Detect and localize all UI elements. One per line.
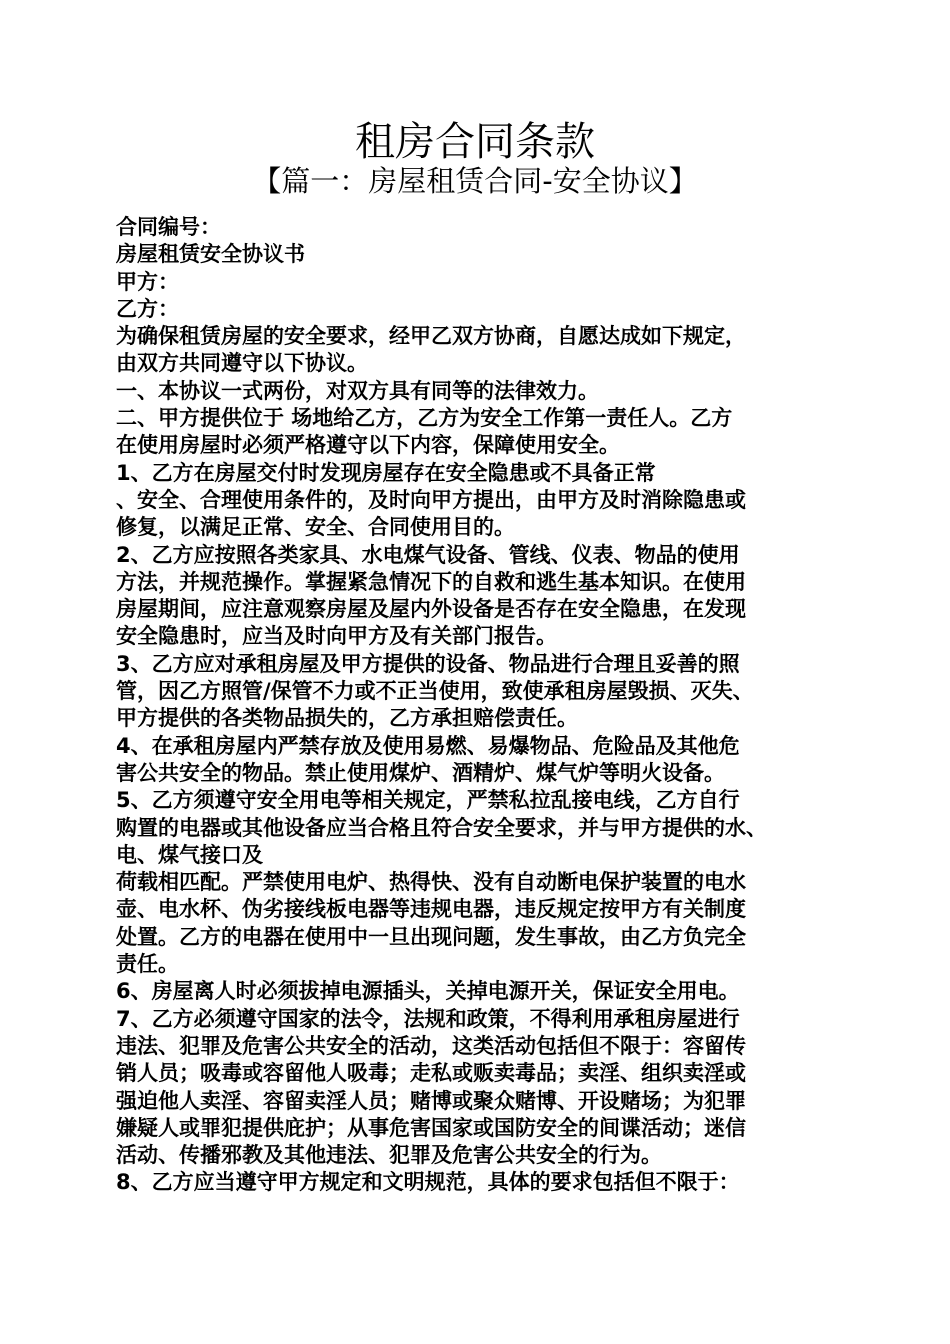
body-line: 房屋租赁安全协议书 (116, 242, 305, 267)
body-line: 7、乙方必须遵守国家的法令，法规和政策，不得利用承租房屋进行 (116, 1006, 740, 1031)
body-line: 责任。 (116, 952, 179, 977)
document-subtitle: 【篇一：房屋租赁合同-安全协议】 (252, 164, 698, 198)
body-line: 荷载相匹配。严禁使用电炉、热得快、没有自动断电保护装置的电水 (116, 870, 746, 895)
body-line: 为确保租赁房屋的安全要求，经甲乙双方协商，自愿达成如下规定， (116, 324, 746, 349)
body-line: 甲方提供的各类物品损失的，乙方承担赔偿责任。 (116, 706, 578, 731)
body-line: 修复，以满足正常、安全、合同使用目的。 (116, 515, 515, 540)
body-line: 5、乙方须遵守安全用电等相关规定，严禁私拉乱接电线，乙方自行 (116, 788, 740, 813)
document-title: 租房合同条款 (355, 119, 595, 165)
body-line: 处置。乙方的电器在使用中一旦出现问题，发生事故，由乙方负完全 (116, 924, 746, 949)
body-line: 嫌疑人或罪犯提供庇护；从事危害国家或国防安全的间谍活动；迷信 (116, 1115, 746, 1140)
document-body (116, 214, 846, 1197)
body-line: 、安全、合理使用条件的，及时向甲方提出，由甲方及时消除隐患或 (116, 487, 746, 512)
body-line: 在使用房屋时必须严格遵守以下内容，保障使用安全。 (116, 433, 620, 458)
body-line: 活动、传播邪教及其他违法、犯罪及危害公共安全的行为。 (116, 1143, 662, 1168)
body-line: 方法，并规范操作。掌握紧急情况下的自救和逃生基本知识。在使用 (116, 569, 746, 594)
body-line: 合同编号： (116, 215, 221, 239)
body-line: 管，因乙方照管/保管不力或不正当使用，致使承租房屋毁损、灭失、 (116, 679, 754, 704)
body-line: 由双方共同遵守以下协议。 (116, 351, 368, 376)
body-line: 3、乙方应对承租房屋及甲方提供的设备、物品进行合理且妥善的照 (116, 651, 740, 676)
body-line: 房屋期间，应注意观察房屋及屋内外设备是否存在安全隐患，在发现 (116, 597, 746, 622)
body-line: 2、乙方应按照各类家具、水电煤气设备、管线、仪表、物品的使用 (116, 542, 740, 567)
body-line: 安全隐患时，应当及时向甲方及有关部门报告。 (116, 624, 557, 649)
body-line: 强迫他人卖淫、容留卖淫人员；赌博或聚众赌博、开设赌场；为犯罪 (116, 1088, 746, 1113)
body-line: 销人员；吸毒或容留他人吸毒；走私或贩卖毒品；卖淫、组织卖淫或 (116, 1061, 746, 1086)
body-line: 电、煤气接口及 (116, 842, 263, 867)
body-line: 8、乙方应当遵守甲方规定和文明规范，具体的要求包括但不限于： (116, 1170, 740, 1195)
body-line: 二、甲方提供位于 场地给乙方，乙方为安全工作第一责任人。乙方 (116, 406, 733, 431)
body-line: 购置的电器或其他设备应当合格且符合安全要求，并与甲方提供的水、 (116, 815, 767, 840)
body-line: 违法、犯罪及危害公共安全的活动，这类活动包括但不限于：容留传 (116, 1033, 746, 1058)
body-line: 一、本协议一式两份，对双方具有同等的法律效力。 (116, 378, 599, 403)
body-line: 乙方： (116, 296, 179, 321)
body-line: 害公共安全的物品。禁止使用煤炉、酒精炉、煤气炉等明火设备。 (116, 760, 725, 785)
body-line: 6、房屋离人时必须拔掉电源插头，关掉电源开关，保证安全用电。 (116, 979, 740, 1004)
body-line: 壶、电水杯、伪劣接线板电器等违规电器，违反规定按甲方有关制度 (116, 897, 746, 922)
body-line: 4、在承租房屋内严禁存放及使用易燃、易爆物品、危险品及其他危 (116, 733, 740, 758)
body-line: 甲方： (116, 269, 179, 294)
body-line: 1、乙方在房屋交付时发现房屋存在安全隐患或不具备正常 (116, 460, 656, 485)
